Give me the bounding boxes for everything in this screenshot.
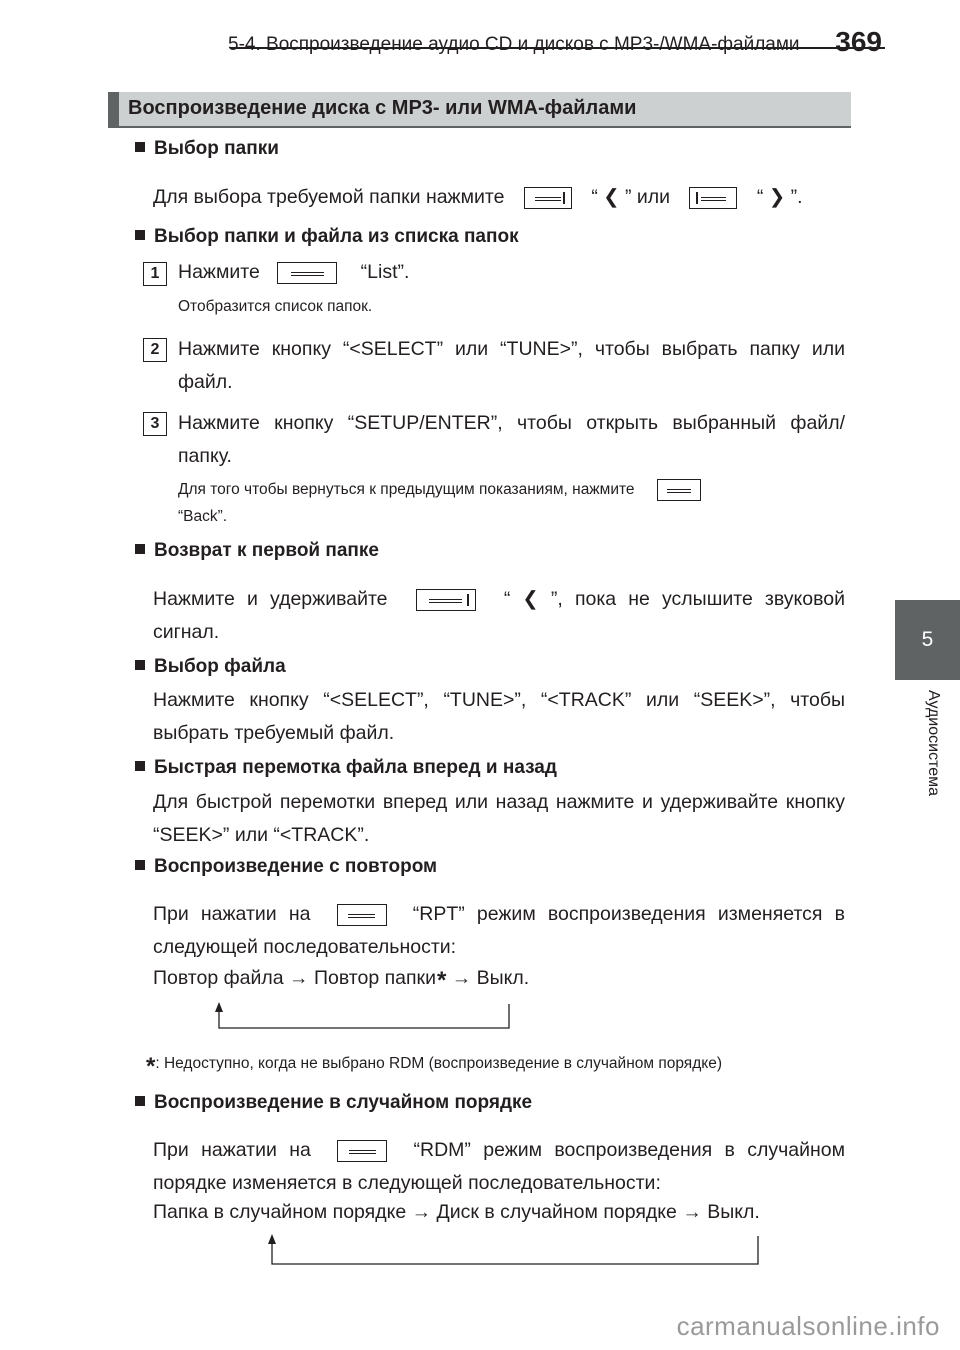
folder-select-text-before: Для выбора требуемой папки нажмите: [153, 186, 505, 208]
folder-select-text: [153, 181, 845, 214]
section-title-bar: [108, 92, 851, 128]
step-2-text: Нажмите кнопку “<SELECT” или “TUNE>”, чтобы выбрать папку или файл.: [178, 338, 845, 393]
watermark: carmanualsonline.info: [676, 1311, 940, 1341]
step-3-text: Нажмите кнопку “SETUP/ENTER”, чтобы открыть выбранный файл/папку.: [178, 412, 845, 467]
page-number: 369: [835, 26, 882, 57]
folder-up-button-icon: [689, 187, 737, 209]
heading-folder-list: Выбор папки и файла из списка папок: [135, 226, 519, 248]
random-text: [153, 1134, 845, 1200]
repeat-seq-file: Повтор файла: [153, 967, 284, 989]
first-folder-text-before: Нажмите и удерживайте: [153, 588, 388, 610]
first-folder-text: [153, 583, 845, 649]
repeat-seq-off: Выкл.: [476, 967, 530, 989]
folder-select-q2: “ ❯ ”.: [756, 186, 803, 208]
chapter-tab-label: Аудиосистема: [925, 690, 942, 797]
step-3-number: 3: [143, 412, 167, 436]
step-1-text: [178, 256, 845, 289]
repeat-text: [153, 898, 845, 964]
rdm-button-icon: [337, 1140, 387, 1162]
chapter-tab-number: 5: [921, 628, 934, 651]
step-2-number: 2: [143, 338, 167, 362]
repeat-text-before: При нажатии на: [153, 903, 311, 925]
heading-random: Воспроизведение в случайном порядке: [135, 1092, 532, 1114]
repeat-text-after: “RPT” режим воспроизведения изменяется в следующей последовательности:: [153, 903, 845, 958]
rpt-button-icon: [337, 904, 387, 926]
random-seq-off: Выкл.: [707, 1201, 760, 1223]
random-text-after: “RDM” режим воспроизведения в случайном порядке изменяется в следующей последовательности:: [153, 1139, 846, 1194]
chapter-title: 5-4. Воспроизведение аудио CD и дисков с MP3-/WMA-файлами: [228, 34, 800, 55]
back-button-icon: [657, 479, 701, 501]
arrow-right-icon: →: [411, 1201, 432, 1223]
first-folder-text-after: “ ❮ ”, пока не услышите звуковой сигнал.: [153, 588, 846, 643]
back-note-after: “Back”.: [178, 508, 228, 525]
list-button-icon: [277, 262, 337, 284]
folder-down-button-icon: [524, 187, 572, 209]
fast-wind-text: Для быстрой перемотки вперед или назад нажмите и удерживайте кнопку “SEEK>” или “<TRACK”.: [153, 791, 845, 846]
repeat-cycle-arrow-icon: [205, 998, 525, 1038]
random-text-before: При нажатии на: [153, 1139, 311, 1161]
file-select-text: Нажмите кнопку “<SELECT”, “TUNE>”, “<TRACK” или “SEEK>”, чтобы выбрать требуемый файл.: [153, 689, 845, 744]
chapter-tab: [895, 600, 960, 680]
random-seq-disc: Диск в случайном порядке: [436, 1201, 677, 1223]
step-1-note: Отобразится список папок.: [178, 298, 373, 315]
folder-select-q1: “ ❮ ” или: [591, 186, 671, 208]
heading-repeat: Воспроизведение с повтором: [135, 856, 437, 878]
random-cycle-arrow-icon: [258, 1230, 770, 1274]
section-title: Воспроизведение диска с MP3- или WMA-файлами: [128, 97, 637, 119]
folder-down-hold-button-icon: [416, 589, 476, 611]
heading-first-folder: Возврат к первой папке: [135, 540, 379, 562]
step-1-text-after: “List”.: [360, 261, 410, 283]
header-rule: [230, 47, 885, 49]
random-sequence: [153, 1201, 760, 1224]
step-1-text-before: Нажмите: [178, 261, 260, 283]
footnote-text: : Недоступно, когда не выбрано RDM (воспроизведение в случайном порядке): [155, 1055, 722, 1072]
heading-fast-wind: Быстрая перемотка файла вперед и назад: [135, 757, 557, 779]
repeat-sequence: [153, 967, 529, 995]
repeat-footnote: [146, 1053, 851, 1081]
arrow-right-icon: →: [682, 1201, 702, 1223]
step-1-number: 1: [143, 262, 167, 286]
repeat-seq-star: *: [436, 967, 447, 994]
back-note-before: Для того чтобы вернуться к предыдущим показаниям, нажмите: [178, 481, 635, 498]
footnote-star: *: [146, 1053, 156, 1080]
random-seq-folder: Папка в случайном порядке: [153, 1201, 407, 1223]
arrow-right-icon: →: [289, 967, 309, 989]
repeat-seq-folder: Повтор папки: [313, 967, 436, 989]
heading-file-select: Выбор файла: [135, 656, 286, 678]
section-accent: [108, 92, 119, 126]
heading-folder-select: Выбор папки: [135, 138, 279, 160]
back-note: [178, 476, 845, 530]
arrow-right-icon: →: [451, 967, 472, 989]
